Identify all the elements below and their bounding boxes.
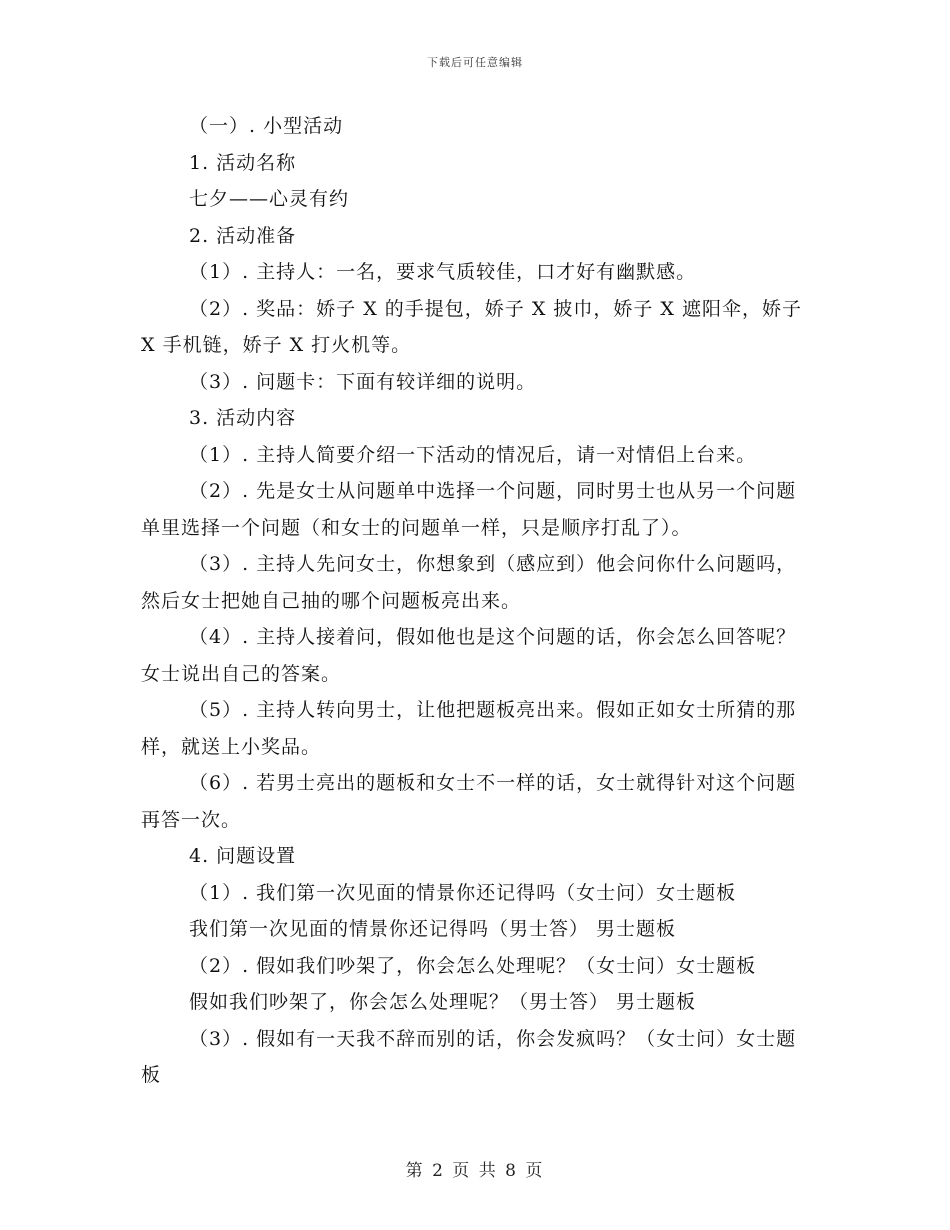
paragraph: （3）. 主持人先问女士，你想象到（感应到）他会问你什么问题吗，然后女士把她自己抽的哪个问题板亮出来。: [141, 553, 797, 612]
paragraph: （1）. 主持人简要介绍一下活动的情况后，请一对情侣上台来。: [189, 443, 757, 466]
paragraph: （2）. 先是女士从问题单中选择一个问题，同时男士也从另一个问题单里选择一个问题（和女士的问题单一样，只是顺序打乱了）。: [141, 480, 797, 539]
activity-name: 七夕——心灵有约: [189, 188, 350, 210]
page-footer: 第 2 页 共 8 页: [405, 1161, 545, 1181]
subsection-heading: 4. 问题设置: [189, 845, 297, 867]
subsection-heading: 1. 活动名称: [189, 151, 297, 174]
paragraph: （3）. 假如有一天我不辞而别的话，你会发疯吗？（女士问）女士题板: [141, 1027, 797, 1086]
paragraph: （4）. 主持人接着问，假如他也是这个问题的话，你会怎么回答呢？女士说出自己的答案。: [141, 626, 797, 685]
paragraph: （1）. 我们第一次见面的情景你还记得吗（女士问）女士题板: [189, 881, 737, 904]
paragraph: （6）. 若男士亮出的题板和女士不一样的话，女士就得针对这个问题再答一次。: [141, 772, 797, 831]
paragraph: 假如我们吵架了，你会怎么处理呢？（男士答） 男士题板: [189, 991, 697, 1013]
paragraph: （2）. 假如我们吵架了，你会怎么处理呢？（女士问）女士题板: [189, 954, 757, 977]
subsection-heading: 2. 活动准备: [189, 224, 297, 247]
paragraph: 我们第一次见面的情景你还记得吗（男士答） 男士题板: [189, 918, 677, 940]
paragraph: （5）. 主持人转向男士，让他把题板亮出来。假如正如女士所猜的那样，就送上小奖品。: [141, 699, 797, 758]
paragraph: （2）. 奖品：娇子 X 的手提包，娇子 X 披巾，娇子 X 遮阳伞，娇子 X 手机链，娇子 X 打火机等。: [141, 297, 802, 356]
subsection-heading: 3. 活动内容: [189, 407, 297, 429]
paragraph: （1）. 主持人：一名，要求气质较佳，口才好有幽默感。: [189, 261, 697, 283]
section-heading: （一）. 小型活动: [189, 115, 344, 137]
paragraph: （3）. 问题卡：下面有较详细的说明。: [189, 370, 537, 393]
document-body: [141, 108, 813, 1094]
page-header-note: 下载后可任意编辑: [427, 56, 523, 69]
